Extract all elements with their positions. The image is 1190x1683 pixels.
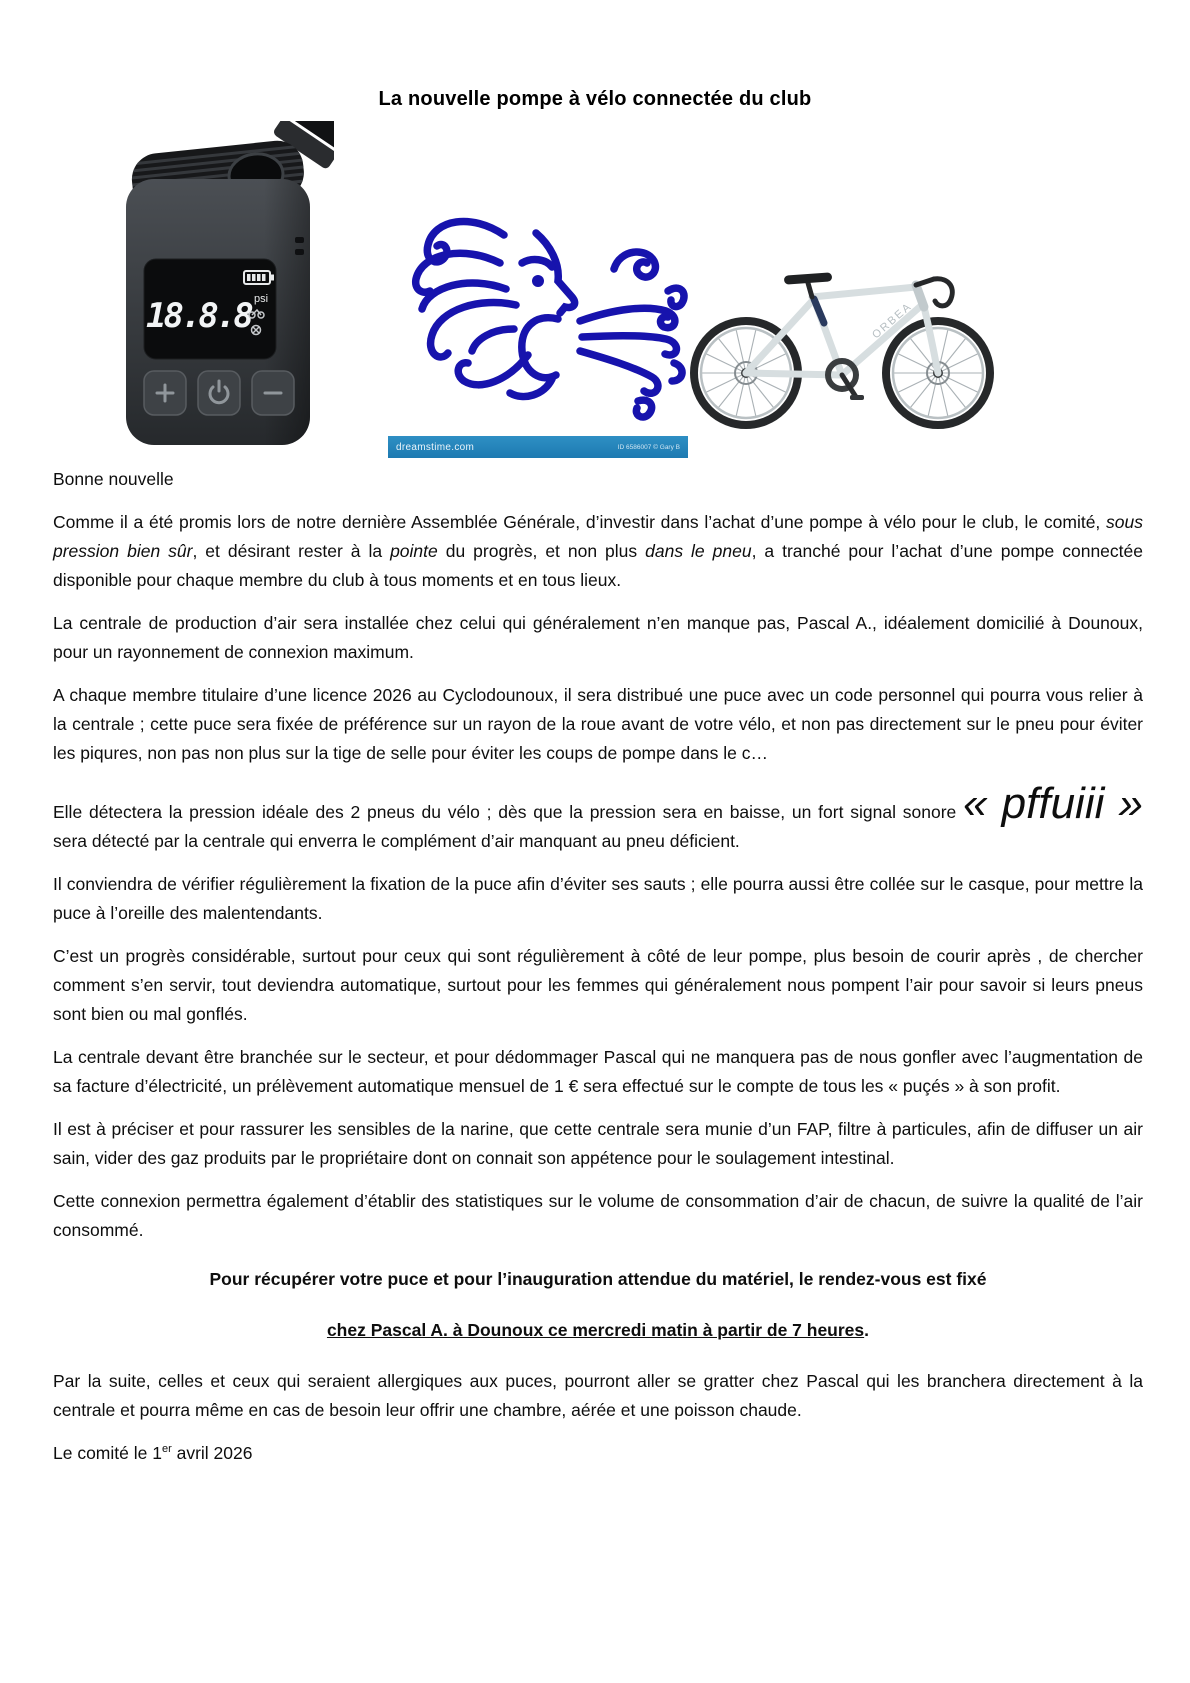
text-segment: Le comité le 1 — [53, 1443, 162, 1463]
paragraph — [53, 1439, 1143, 1468]
text-segment: Comme il a été promis lors de notre dernière Assemblée Générale, d’investir dans l’achat d’une pompe à vélo pour le club, le comité, — [53, 512, 1107, 532]
text-segment: Bonne nouvelle — [53, 469, 174, 489]
pump-pressure-readout: 18.8.8 — [146, 296, 251, 336]
text-segment: C’est un progrès considérable, surtout pour ceux qui sont régulièrement à côté de leur pompe, plus besoin de courir après , de chercher comment s’en servir, tout deviendra automatique, surtout pour les femmes qui généralement nous pompent l’air pour savoir si leurs pneus sont bien ou mal gonflés. — [53, 946, 1143, 1024]
paragraph — [53, 1316, 1143, 1345]
text-segment: Par la suite, celles et ceux qui seraient allergiques aux puces, pourront aller se gratter chez Pascal qui les branchera directement à la centrale et pourra même en cas de besoin leur offrir une chambre, aérée et une poisson chaude. — [53, 1371, 1143, 1420]
text-segment: La centrale devant être branchée sur le secteur, et pour dédommager Pascal qui ne manquera pas de nous gonfler avec l’augmentation de sa facture d’électricité, un prélèvement automatique mensuel de 1 € sera effectué sur le compte de tous les « puçés » à son profit. — [53, 1047, 1143, 1096]
text-segment: « pffuiii » — [963, 779, 1143, 828]
text-segment: . — [864, 1320, 870, 1340]
text-segment: avril 2026 — [171, 1443, 253, 1463]
road-bike-photo — [680, 227, 1006, 449]
eye-dot — [532, 275, 544, 287]
text-segment: chez Pascal A. à Dounoux ce mercredi matin à partir de 7 heures — [326, 1320, 865, 1340]
paragraph — [53, 1115, 1143, 1173]
paragraph — [53, 681, 1143, 768]
pump-display — [144, 259, 276, 359]
text-segment: , et désirant rester à la — [192, 541, 391, 561]
psi-unit-label: psi — [254, 293, 269, 305]
text-segment: , a tranché pour l’achat d’une pompe connectée disponible pour chaque membre du club à tous moments et en tous lieux. — [53, 541, 1143, 590]
text-segment: Il est à préciser et pour rassurer les sensibles de la narine, que cette centrale sera munie d’un FAP, filtre à particules, afin de diffuser un air sain, vider des gaz produits par le propriétaire dont on connait son appétence pour le soulagement intestinal. — [53, 1119, 1143, 1168]
document-body — [53, 465, 1143, 1468]
text-segment: dans le pneu — [645, 541, 752, 561]
text-segment: sera détecté par la centrale qui enverra le complément d’air manquant au pneu déficient. — [53, 831, 740, 851]
paragraph — [53, 465, 1143, 494]
text-segment: Cette connexion permettra également d’établir des statistiques sur le volume de consommation d’air de chacun, de suivre la qualité de l’air consommé. — [53, 1191, 1143, 1240]
paragraph — [53, 1265, 1143, 1294]
text-segment: Elle détectera la pression idéale des 2 pneus du vélo ; dès que la pression sera en baisse, un fort signal sonore — [53, 802, 964, 822]
text-segment: pointe — [390, 541, 438, 561]
text-segment: Il conviendra de vérifier régulièrement la fixation de la puce afin d’éviter ses sauts ; elle pourra aussi être collée sur le casque, pour mettre la puce à l’oreille des malentendants. — [53, 874, 1143, 923]
pump-illustration — [106, 121, 334, 453]
watermark-bar — [388, 436, 688, 458]
wind-face-art — [388, 205, 688, 458]
page-title: La nouvelle pompe à vélo connectée du club — [378, 88, 812, 110]
hair-swirls — [416, 222, 528, 385]
pump-photo — [106, 121, 334, 453]
pump-buttons — [144, 371, 294, 415]
face-profile — [510, 233, 575, 397]
paragraph — [53, 870, 1143, 928]
frame-accent — [814, 299, 824, 323]
paragraph — [53, 609, 1143, 667]
paragraph — [53, 1043, 1143, 1101]
watermark-site: dreamstime.com — [396, 441, 475, 453]
watermark-credit: ID 6586007 © Gary B — [617, 443, 680, 451]
text-segment: sous pression bien sûr — [53, 512, 1143, 561]
text-segment: er — [161, 1443, 172, 1456]
text-segment: Pour récupérer votre puce et pour l’inauguration attendue du matériel, le rendez-vous est fixé — [209, 1269, 987, 1289]
bike-brand-label: ORBEA — [870, 300, 915, 342]
header-images — [0, 119, 1190, 457]
text-segment: A chaque membre titulaire d’une licence 2026 au Cyclodounoux, il sera distribué une puce avec un code personnel qui pourra vous relier à la centrale ; cette puce sera fixée de préférence sur un rayon de la roue avant de votre vélo, et non pas directement sur le pneu pour éviter les piqures, non pas non plus sur la tige de selle pour éviter les coups de pompe dans le c… — [53, 685, 1143, 763]
paragraph — [53, 508, 1143, 595]
drop-handlebar — [934, 279, 952, 306]
pump-vent-icon — [295, 237, 304, 243]
wind-gusts — [580, 252, 684, 417]
wind-face-illustration — [388, 205, 688, 431]
text-segment: du progrès, et non plus — [437, 541, 646, 561]
paragraph — [53, 1367, 1143, 1425]
paragraph — [53, 779, 1143, 856]
text-segment: La centrale de production d’air sera installée chez celui qui généralement n’en manque pas, Pascal A., idéalement domicilié à Dounoux, pour un rayonnement de connexion maximum. — [53, 613, 1143, 662]
head-tube — [916, 285, 924, 307]
bike-illustration — [680, 227, 1006, 449]
paragraph — [53, 942, 1143, 1029]
power-button — [198, 371, 240, 415]
paragraph — [53, 1187, 1143, 1245]
saddle — [784, 272, 833, 284]
